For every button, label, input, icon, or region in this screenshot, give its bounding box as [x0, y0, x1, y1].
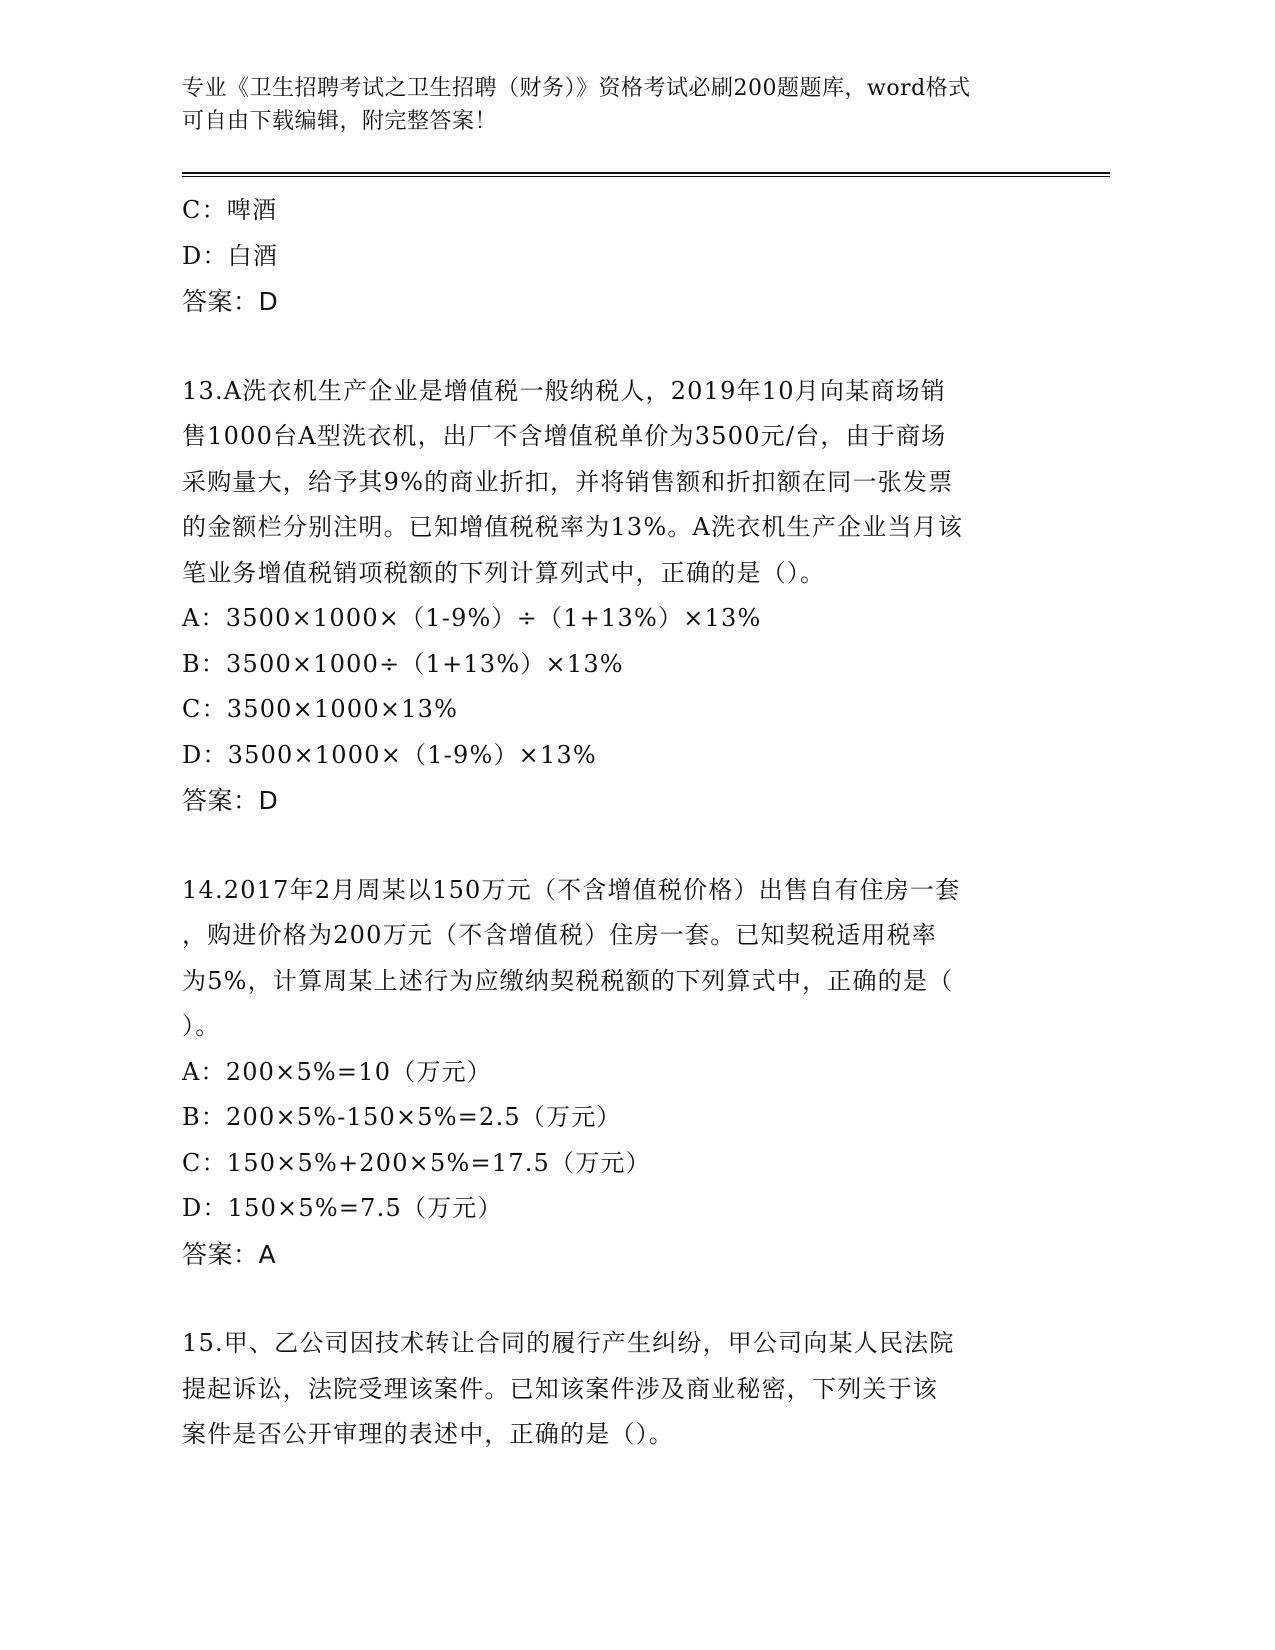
- question-text-line: 14.2017年2月周某以150万元（不含增值税价格）出售自有住房一套: [182, 875, 961, 904]
- question-12-continued: [182, 188, 1082, 325]
- answer-line: 答案：D: [182, 287, 279, 316]
- question-text-line: 案件是否公开审理的表述中，正确的是（）。: [182, 1420, 674, 1448]
- question-13: [182, 369, 1082, 824]
- option-d: D：3500×1000×（1-9%）×13%: [182, 740, 597, 769]
- answer-line: 答案：D: [182, 786, 279, 815]
- header-divider: [182, 172, 1110, 177]
- option-a: A：200×5%=10（万元）: [182, 1057, 492, 1086]
- option-b: B：200×5%-150×5%=2.5（万元）: [182, 1103, 622, 1131]
- header-title-line-1: 专业《卫生招聘考试之卫生招聘（财务）》资格考试必刷200题题库，word格式: [182, 76, 971, 101]
- question-text-line: 15.甲、乙公司因技术转让合同的履行产生纠纷，甲公司向某人民法院: [182, 1329, 955, 1357]
- option-c: C：啤酒: [182, 196, 278, 224]
- question-text-line: 13.A洗衣机生产企业是增值税一般纳税人，2019年10月向某商场销: [182, 376, 946, 405]
- question-text-line: 售1000台A型洗衣机，出厂不含增值税单价为3500元/台，由于商场: [182, 422, 947, 450]
- option-b: B：3500×1000÷（1+13%）×13%: [182, 649, 624, 678]
- question-text-line: 采购量大，给予其9%的商业折扣，并将销售额和折扣额在同一张发票: [182, 467, 954, 496]
- question-list: [182, 188, 1082, 1458]
- question-text-line: 的金额栏分别注明。已知增值税税率为13%。A洗衣机生产企业当月该: [182, 513, 964, 541]
- spacer: [182, 1277, 1082, 1321]
- question-text-line: 为5%，计算周某上述行为应缴纳契税税额的下列算式中，正确的是（: [182, 966, 954, 995]
- question-15: [182, 1321, 1082, 1458]
- question-text-line: ，购进价格为200万元（不含增值税）住房一套。已知契税适用税率: [182, 921, 938, 949]
- option-a: A：3500×1000×（1-9%）÷（1+13%）×13%: [182, 604, 762, 632]
- question-text-line: 提起诉讼，法院受理该案件。已知该案件涉及商业秘密，下列关于该: [182, 1374, 938, 1403]
- option-d: D：白酒: [182, 241, 279, 270]
- page-header: [182, 72, 1062, 138]
- option-c: C：3500×1000×13%: [182, 695, 459, 723]
- question-text-line: 笔业务增值税销项税额的下列计算列式中，正确的是（）。: [182, 558, 826, 587]
- spacer: [182, 824, 1082, 868]
- answer-line: 答案：A: [182, 1239, 277, 1269]
- header-title-line-2: 可自由下载编辑，附完整答案！: [182, 109, 498, 134]
- question-text-line: ）。: [182, 1012, 221, 1040]
- option-d: D：150×5%=7.5（万元）: [182, 1194, 503, 1222]
- spacer: [182, 325, 1082, 369]
- question-14: [182, 868, 1082, 1278]
- option-c: C：150×5%+200×5%=17.5（万元）: [182, 1148, 651, 1177]
